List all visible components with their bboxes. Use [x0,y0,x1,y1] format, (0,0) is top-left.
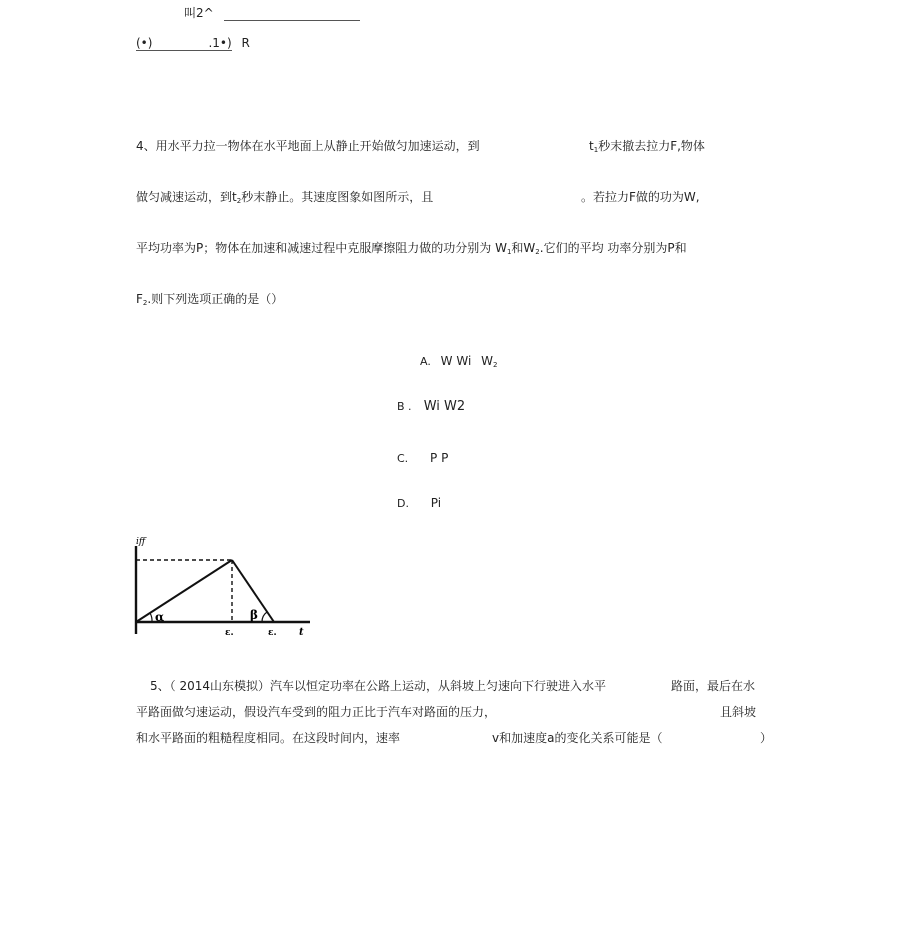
q4-text-2b: 秒末静止。其速度图象如图所示，且 [241,190,434,204]
q4-text-1c: 秒末撤去拉力F,物体 [598,139,705,153]
answer-blank [224,6,360,21]
q5-line-2-right [720,705,756,719]
q5-line-2 [136,705,496,719]
option-c-text: P P [430,451,449,465]
option-a-w: W [481,354,493,368]
q5-line-3-right [760,731,772,745]
q4-text-f: F [136,292,143,306]
q5-text-3b: v和加速度a的变化关系可能是（ [492,731,663,745]
q4-line-3 [136,241,687,259]
q4-line-1-right [589,139,705,157]
option-a-label: A. [420,355,431,368]
beta-arc [262,612,267,622]
q4-sub-1: 1 [593,146,599,154]
option-b-label: B . [397,400,412,413]
q5-line-1-right [671,679,755,693]
q4-line-4 [136,292,283,310]
t1-label: ε. [225,628,234,638]
q4-text-3c: 功率分别为P和 [607,241,687,255]
q4-sub-w2: 2 [535,248,540,256]
fragment-open: (•) [136,36,153,50]
option-d [397,496,441,511]
fragment-tail: R [241,36,250,50]
v-axis-label: iff [136,537,146,547]
fragment-mid: .1•) [208,36,232,50]
option-b [397,400,465,414]
q4-sub-2: 2 [236,197,242,205]
q4-line-1 [136,139,480,153]
velocity-time-graph [128,534,318,640]
q4-text-and: 和W [511,241,536,255]
option-a-sub: 2 [492,361,498,369]
option-b-text: Wi W2 [423,399,466,414]
alpha-label: α [155,610,165,624]
q5-line-1 [150,679,606,693]
q4-text-w: W [495,241,507,255]
q4-line-2 [136,190,433,208]
t2-label: ε. [268,628,277,638]
beta-label: β [250,608,258,622]
q4-sub-w1: 1 [506,248,512,256]
q5-text-1b: 路面，最后在水 [671,679,756,693]
q4-text-2a: 做匀减速运动，到t [136,190,237,204]
q5-text-1a: 5、（ 2014山东模拟）汽车以恒定功率在公路上运动，从斜坡上匀速向下行驶进入水平 [150,679,606,693]
option-d-label: D. [397,497,409,510]
q4-text-4b: .则下列选项正确的是（） [147,292,284,306]
header-fragment-text: 叫2^ [184,6,214,20]
q5-line-3 [136,731,400,745]
option-c-label: C. [397,452,409,465]
q4-sub-f: 2 [142,299,148,307]
q5-text-3c: ） [760,731,773,745]
q4-text-t1: t [589,139,594,153]
option-a-text: W Wi [440,354,472,368]
q4-text-3a: 平均功率为P；物体在加速和减速过程中克服摩擦阻力做的功分别为 [136,241,492,255]
q4-text-3b: .它们的平均 [539,241,604,255]
alpha-arc [150,613,152,622]
q4-line-2-right [581,190,700,204]
q5-text-3a: 和水平路面的粗糙程度相同。在这段时间内，速率 [136,731,401,745]
q5-line-3-mid [492,731,662,745]
header-fragment-line [184,6,360,21]
option-d-text: Pi [430,496,442,510]
option-a [420,354,497,372]
q4-text-1a: 4、用水平力拉一物体在水平地面上从静止开始做匀加速运动，到 [136,139,480,153]
t-axis-label: t [299,627,304,638]
acceleration-segment [136,560,232,622]
header-fragment-line-2 [136,36,250,51]
q4-text-2c: 。若拉力F做的功为W, [581,190,700,204]
q5-text-2b: 且斜坡 [720,705,757,719]
q5-text-2a: 平路面做匀速运动，假设汽车受到的阻力正比于汽车对路面的压力， [136,705,497,719]
option-c [397,451,448,466]
underlined-fragment [136,36,232,51]
